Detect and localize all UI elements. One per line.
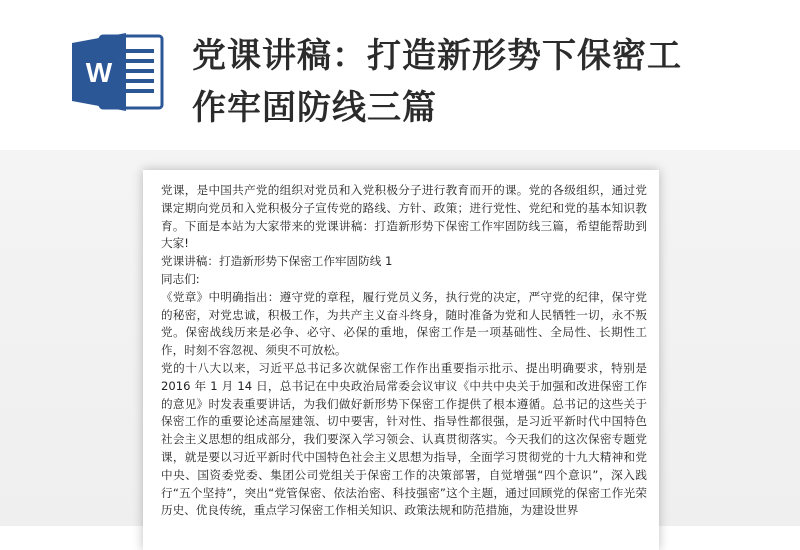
body-paragraph: 《党章》中明确指出：遵守党的章程，履行党员义务，执行党的决定，严守党的纪律，保守党的秘密，对党忠诚，积极工作，为共产主义奋斗终身，随时准备为党和人民牺牲一切，永不叛党。保密战线历来是必争、必守、必保的重地，保密工作是一项基础性、全局性、长期性工作，时刻不容忽视、须臾不可放松。 <box>161 289 647 358</box>
body-paragraph: 党的十八大以来，习近平总书记多次就保密工作作出重要指示批示、提出明确要求，特别是 2016 年 1 月 14 日，总书记在中央政治局常委会议审议《中共中央关于加强和改进保密工作的意见》时发表重要讲话，为我们做好新形势下保密工作提供了根本遵循。总书记的这些关于保密工作的重要论述高屋建瓴、切中要害，针对性、指导性都很强，是习近平新时代中国特色社会主义思想的组成部分，我们要深入学习领会、认真贯彻落实。今天我们的这次保密专题党课，就是要以习近平新时代中国特色社会主义思想为指导，全面学习贯彻党的十九大精神和党中央、国资委党委、集团公司党组关于保密工作的决策部署，自觉增强“四个意识”，深入践行“五个坚持”，突出“党管保密、依法治密、科技强密”这个主题，通过回顾党的保密工作光荣历史、优良传统，重点学习保密工作相关知识、政策法规和防范措施，为建设世界 <box>161 360 647 518</box>
intro-paragraph: 党课，是中国共产党的组织对党员和入党积极分子进行教育而开的课。党的各级组织，通过党课定期向党员和入党积极分子宣传党的路线、方针、政策；进行党性、党纪和党的基本知识教育。下面是本站为大家带来的党课讲稿：打造新形势下保密工作牢固防线三篇，希望能帮助到大家! <box>161 183 647 251</box>
title-line-1: 党课讲稿：打造新形势下保密工 <box>192 36 682 76</box>
salutation: 同志们: <box>161 271 200 286</box>
svg-text:W: W <box>85 57 113 88</box>
header <box>0 0 800 150</box>
title-line-2: 作牢固防线三篇 <box>192 88 437 128</box>
page-title <box>192 30 752 134</box>
document-page <box>143 170 659 550</box>
word-document-icon <box>70 33 166 111</box>
section-heading: 党课讲稿：打造新形势下保密工作牢固防线 1 <box>161 254 393 269</box>
document-content <box>161 182 647 520</box>
